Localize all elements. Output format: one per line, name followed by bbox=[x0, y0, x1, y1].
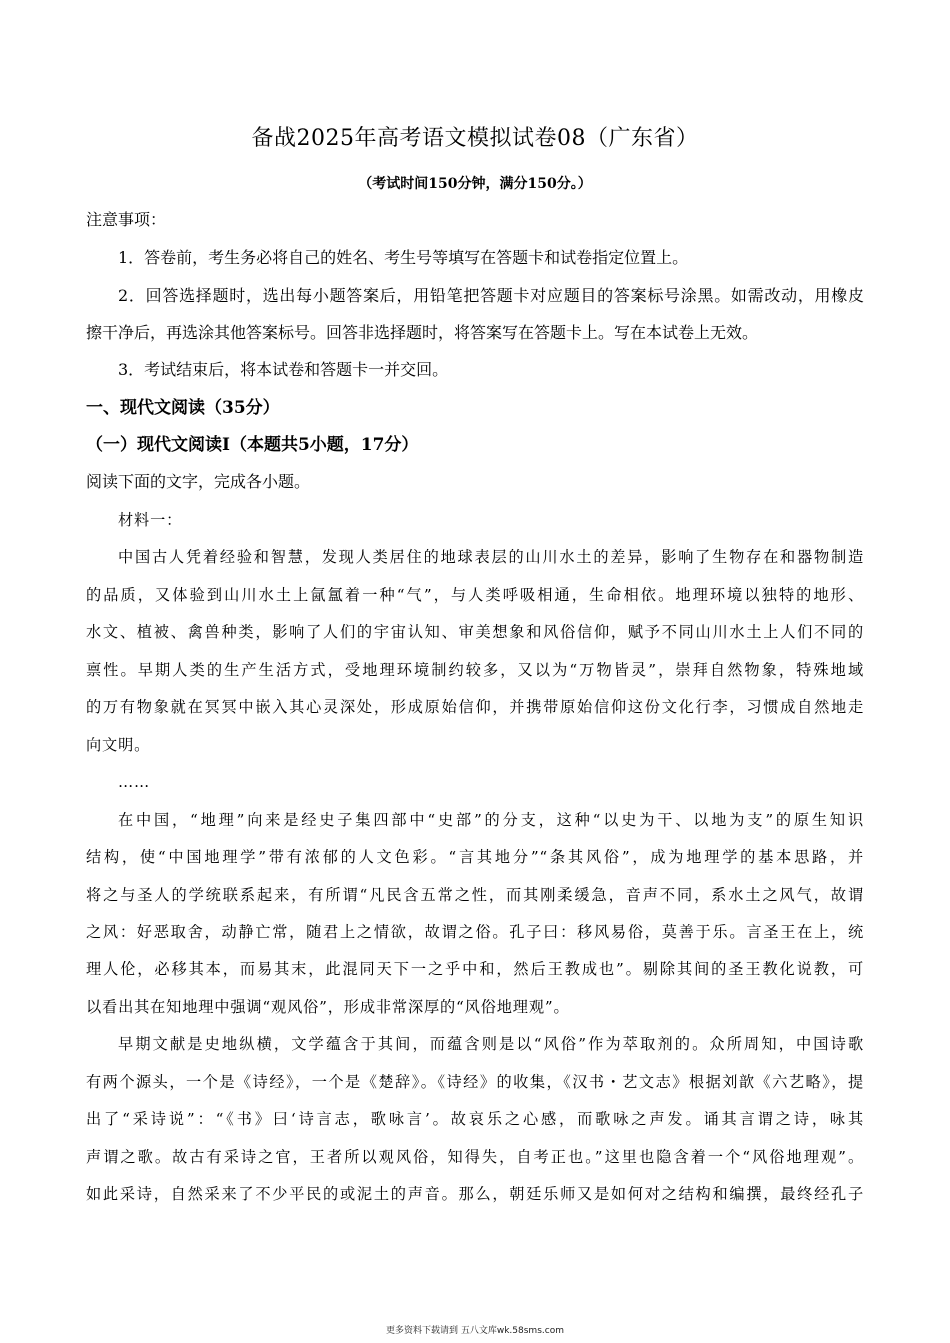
paragraph-3-line: 出了“采诗说”：“《书》曰‘诗言志，歌咏言’。故哀乐之心感，而歌咏之声发。诵其言谓之诗，咏其 bbox=[86, 1110, 864, 1128]
paragraph-3-line: 有两个源头，一个是《诗经》，一个是《楚辞》。《诗经》的收集，《汉书・艺文志》根据刘歆《六艺略》，提 bbox=[86, 1073, 864, 1091]
notice-item-2: 2．回答选择题时，选出每小题答案后，用铅笔把答题卡对应题目的答案标号涂黑。如需改动，用橡皮 bbox=[118, 286, 864, 305]
notice-heading: 注意事项： bbox=[86, 210, 167, 229]
paragraph-1-line: 中国古人凭着经验和智慧，发现人类居住的地球表层的山川水土的差异，影响了生物存在和器物制造 bbox=[118, 548, 864, 566]
paragraph-1-line: 的品质，又体验到山川水土上氤氲着一种“气”，与人类呼吸相通，生命相依。地理环境以独特的地形、 bbox=[86, 586, 864, 604]
notice-item-1: 1．答卷前，考生务必将自己的姓名、考生号等填写在答题卡和试卷指定位置上。 bbox=[118, 248, 689, 267]
paragraph-1-line: 的万有物象就在冥冥中嵌入其心灵深处，形成原始信仰，并携带原始信仰这份文化行李，习惯成自然地走 bbox=[86, 698, 864, 716]
reading-instruction: 阅读下面的文字，完成各小题。 bbox=[86, 472, 311, 491]
notice-item-2-continued: 擦干净后，再选涂其他答案标号。回答非选择题时，将答案写在答题卡上。写在本试卷上无效。 bbox=[86, 323, 759, 342]
material-label: 材料一： bbox=[118, 511, 183, 529]
section-heading: 一、现代文阅读（35分） bbox=[86, 398, 280, 418]
exam-subtitle: （考试时间150分钟，满分150分。） bbox=[358, 176, 592, 192]
paragraph-3-line: 如此采诗，自然采来了不少平民的或泥土的声音。那么，朝廷乐师又是如何对之结构和编撰，最终经孔子 bbox=[86, 1185, 864, 1203]
paragraph-1-line: 禀性。早期人类的生产生活方式，受地理环境制约较多，又以为“万物皆灵”，崇拜自然物象，特殊地域 bbox=[86, 661, 864, 679]
paragraph-3-line: 声谓之歌。故古有采诗之官，王者所以观风俗，知得失，自考正也。”这里也隐含着一个“风俗地理观”。 bbox=[86, 1148, 864, 1166]
paragraph-1-line: 水文、植被、禽兽种类，影响了人们的宇宙认知、审美想象和风俗信仰，赋予不同山川水土上人们不同的 bbox=[86, 623, 864, 641]
paragraph-2-line: 以看出其在知地理中强调“观风俗”，形成非常深厚的“风俗地理观”。 bbox=[86, 998, 570, 1016]
exam-title: 备战2025年高考语文模拟试卷08（广东省） bbox=[251, 126, 699, 151]
footer-source-note: 更多资料下载请到 五八文库wk.58sms.com bbox=[386, 1326, 564, 1336]
paragraph-2-line: 理人伦，必移其本，而易其末，此混同天下一之乎中和，然后王教成也”。剔除其间的圣王教化说教，可 bbox=[86, 960, 864, 978]
paragraph-3-line: 早期文献是史地纵横，文学蕴含于其间，而蕴含则是以“风俗”作为萃取剂的。众所周知，中国诗歌 bbox=[118, 1035, 864, 1053]
paragraph-2-line: 将之与圣人的学统联系起来，有所谓“凡民含五常之性，而其刚柔缓急，音声不同，系水土之风气，故谓 bbox=[86, 886, 864, 904]
paragraph-2-line: 之风：好恶取舍，动静亡常，随君上之情欲，故谓之俗。孔子曰：移风易俗，莫善于乐。言圣王在上，统 bbox=[86, 923, 864, 941]
paragraph-2-line: 结构，使“中国地理学”带有浓郁的人文色彩。“言其地分”“条其风俗”，成为地理学的基本思路，并 bbox=[86, 848, 864, 866]
paragraph-2-line: 在中国，“地理”向来是经史子集四部中“史部”的分支，这种“以史为干、以地为支”的原生知识 bbox=[118, 811, 864, 829]
subsection-heading: （一）现代文阅读Ⅰ（本题共5小题，17分） bbox=[86, 435, 419, 455]
notice-item-3: 3．考试结束后，将本试卷和答题卡一并交回。 bbox=[118, 360, 449, 379]
ellipsis: …… bbox=[118, 773, 151, 791]
paragraph-1-line: 向文明。 bbox=[86, 736, 151, 754]
